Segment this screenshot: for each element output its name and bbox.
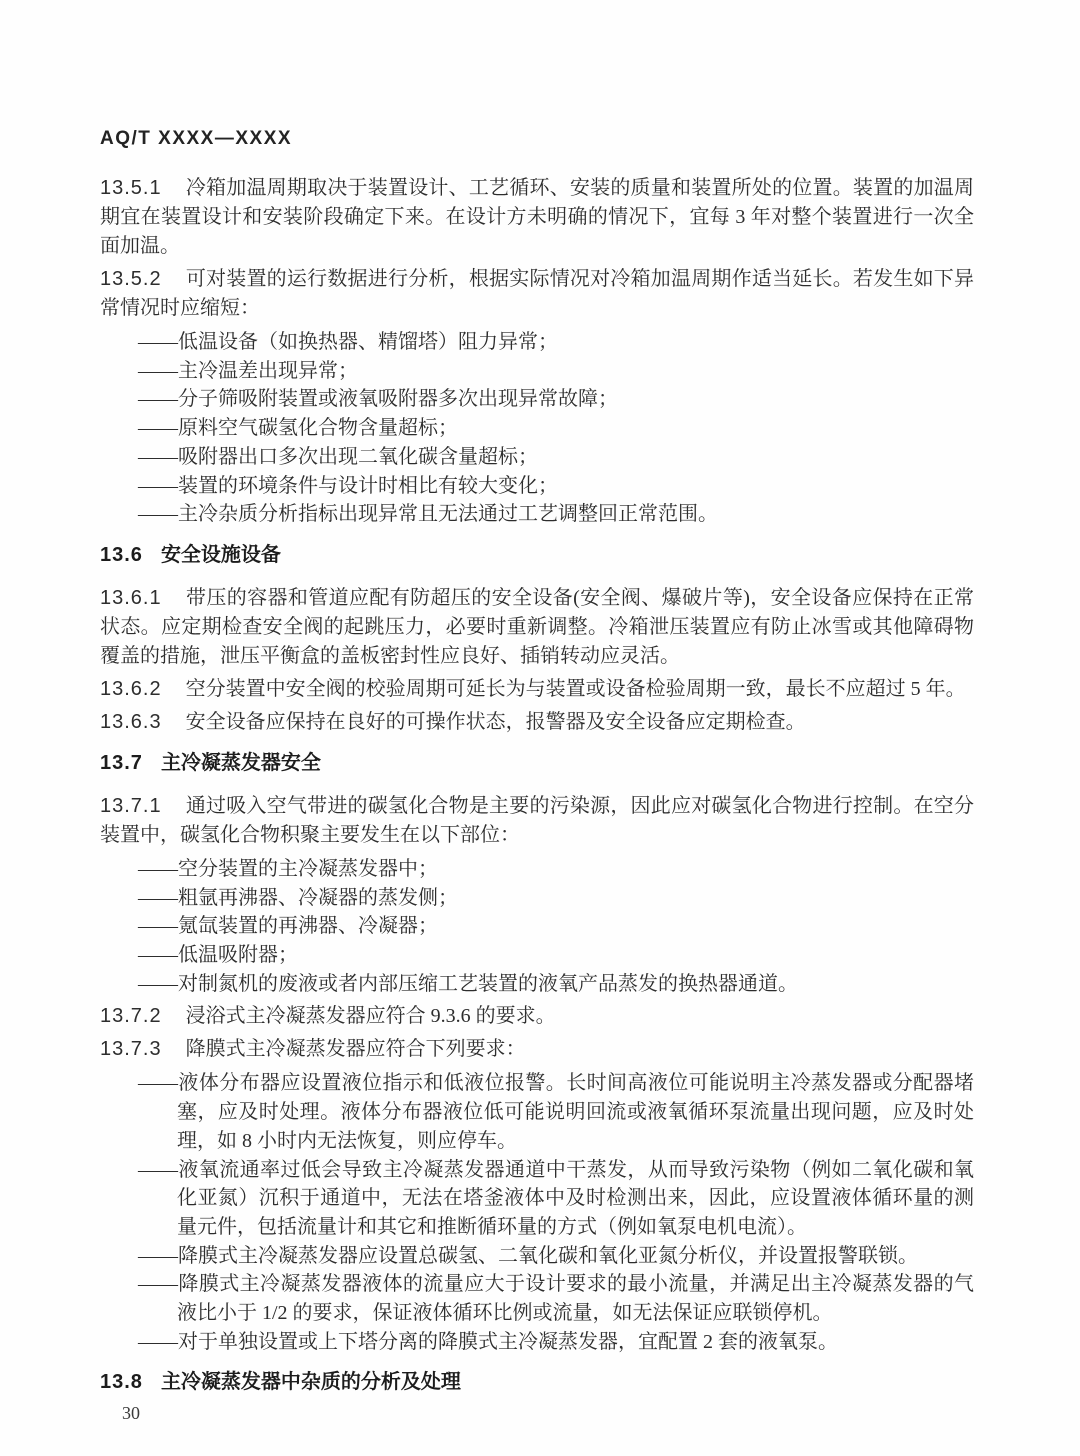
dash-list-item: ——主冷杂质分析指标出现异常且无法通过工艺调整回正常范围。: [138, 503, 718, 526]
clause-number: 13.7.2: [100, 1005, 162, 1028]
clause-text: 空分装置中安全阀的校验周期可延长为与装置或设备检验周期一致，最长不应超过 5 年。: [185, 677, 966, 700]
dash-list-item: ——对于单独设置或上下塔分离的降膜式主冷凝蒸发器，宜配置 2 套的液氧泵。: [138, 1330, 838, 1353]
clause-13-6-3: [100, 708, 974, 737]
dash-list-item: ——氪氙装置的再沸器、冷凝器；: [138, 915, 438, 938]
dash-list-item: ——降膜式主冷凝蒸发器应设置总碳氢、二氧化碳和氧化亚氮分析仪，并设置报警联锁。: [138, 1244, 918, 1267]
dash-list-item: ——液氧流通率过低会导致主冷凝蒸发器通道中干蒸发，从而导致污染物（例如二氧化碳和氧化亚氮）沉积于通道中，无法在塔釜液体中及时检测出来，因此，应设置液体循环量的测量元件，包括流量计和其它和推断循环量的方式（例如氧泵电机电流）。: [138, 1158, 974, 1238]
clause-text: 冷箱加温周期取决于装置设计、工艺循环、安装的质量和装置所处的位置。装置的加温周期宜在装置设计和安装阶段确定下来。在设计方未明确的情况下，宜每 3 年对整个装置进行一次全面加温。: [100, 177, 974, 257]
section-title: 主冷凝蒸发器中杂质的分析及处理: [160, 1371, 461, 1394]
clause-13-7-1: [100, 792, 974, 850]
clause-text: 可对装置的运行数据进行分析，根据实际情况对冷箱加温周期作适当延长。若发生如下异常情况时应缩短：: [100, 268, 974, 319]
section-heading-13-6: [100, 541, 974, 570]
clause-13-7-3: [100, 1035, 974, 1064]
dash-list-item: ——原料空气碳氢化合物含量超标；: [138, 417, 458, 440]
dash-list-item: ——装置的环境条件与设计时相比有较大变化；: [138, 474, 558, 497]
clause-13-6-2: [100, 675, 974, 704]
clause-13-5-1: [100, 174, 974, 261]
dash-list-item: ——粗氩再沸器、冷凝器的蒸发侧；: [138, 886, 458, 909]
dash-list-item: ——分子筛吸附装置或液氧吸附器多次出现异常故障；: [138, 388, 618, 411]
dash-list-item: ——对制氮机的废液或者内部压缩工艺装置的液氧产品蒸发的换热器通道。: [138, 972, 798, 995]
section-heading-13-8: [100, 1368, 974, 1397]
clause-number: 13.5.1: [100, 177, 162, 199]
clause-text: 降膜式主冷凝蒸发器应符合下列要求：: [185, 1038, 526, 1061]
clause-number: 13.6.3: [100, 710, 162, 733]
clause-text: 通过吸入空气带进的碳氢化合物是主要的污染源，因此应对碳氢化合物进行控制。在空分装置中，碳氢化合物积聚主要发生在以下部位：: [100, 794, 974, 846]
clause-text: 安全设备应保持在良好的可操作状态，报警器及安全设备应定期检查。: [185, 710, 806, 733]
dash-list-item: ——空分装置的主冷凝蒸发器中；: [138, 857, 438, 880]
dash-list-13-7-1: [100, 855, 974, 999]
dash-list-item: ——液体分布器应设置液位指示和低液位报警。长时间高液位可能说明主冷蒸发器或分配器堵塞，应及时处理。液体分布器液位低可能说明回流或液氧循环泵流量出现问题，应及时处理，如 8 小时内无法恢复，则应停车。: [138, 1072, 974, 1152]
clause-number: 13.7.3: [100, 1038, 162, 1061]
section-number: 13.6: [100, 543, 143, 566]
clause-number: 13.7.1: [100, 794, 162, 817]
dash-list-item: ——低温吸附器；: [138, 944, 298, 967]
section-title: 主冷凝蒸发器安全: [160, 751, 321, 774]
clause-number: 13.6.2: [100, 677, 162, 700]
document-body: [100, 128, 974, 1411]
clause-text: 浸浴式主冷凝蒸发器应符合 9.3.6 的要求。: [185, 1005, 556, 1028]
clause-number: 13.5.2: [100, 268, 162, 290]
section-heading-13-7: [100, 749, 974, 778]
section-title: 安全设施设备: [160, 543, 281, 566]
clause-13-7-2: [100, 1002, 974, 1031]
section-number: 13.7: [100, 751, 143, 774]
dash-list-item: ——主冷温差出现异常；: [138, 359, 358, 382]
clause-number: 13.6.1: [100, 586, 162, 609]
clause-13-5-2: [100, 265, 974, 323]
page-number: 30: [122, 1403, 140, 1423]
dash-list-item: ——降膜式主冷凝蒸发器液体的流量应大于设计要求的最小流量，并满足出主冷凝蒸发器的气液比小于 1/2 的要求，保证液体循环比例或流量，如无法保证应联锁停机。: [138, 1273, 974, 1325]
dash-list-13-7-3: [100, 1069, 974, 1356]
clause-text: 带压的容器和管道应配有防超压的安全设备(安全阀、爆破片等)，安全设备应保持在正常状态。应定期检查安全阀的起跳压力，必要时重新调整。冷箱泄压装置应有防止冰雪或其他障碍物覆盖的措施，泄压平衡盒的盖板密封性应良好、插销转动应灵活。: [100, 586, 974, 667]
standard-number-header: AQ/T XXXX—XXXX: [100, 128, 293, 149]
section-number: 13.8: [100, 1371, 143, 1394]
dash-list-13-5-2: [100, 328, 974, 529]
clause-13-6-1: [100, 584, 974, 671]
dash-list-item: ——吸附器出口多次出现二氧化碳含量超标；: [138, 445, 538, 468]
dash-list-item: ——低温设备（如换热器、精馏塔）阻力异常；: [138, 331, 558, 353]
